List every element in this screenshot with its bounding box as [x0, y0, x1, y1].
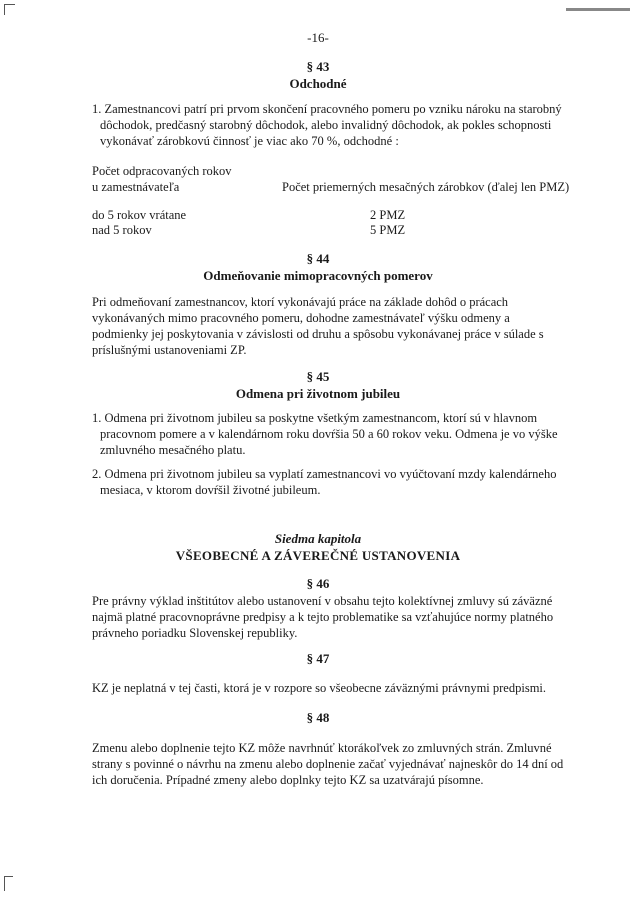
- section-number: § 47: [306, 651, 330, 666]
- table-row-amount: 5 PMZ: [370, 223, 406, 237]
- section-47-heading: [0, 650, 636, 667]
- chapter-title: VŠEOBECNÉ A ZÁVEREČNÉ USTANOVENIA: [175, 548, 461, 563]
- section-43-paragraph-1: [92, 101, 562, 149]
- paragraph-line: najmä platné pracovnoprávne predpisy a k tejto problematike sa vzťahujúce normy platného: [92, 610, 554, 624]
- section-48-heading: [0, 709, 636, 726]
- section-number: § 45: [306, 369, 330, 384]
- paragraph-line: Pri odmeňovaní zamestnancov, ktorí vykonávajú práce na základe dohôd o prácach: [92, 295, 509, 309]
- section-43-heading: [0, 58, 636, 92]
- table-row-years: nad 5 rokov: [92, 223, 152, 237]
- table-row-years: do 5 rokov vrátane: [92, 208, 187, 222]
- section-title: Odmeňovanie mimopracovných pomerov: [203, 268, 433, 283]
- paragraph-line: KZ je neplatná v tej časti, ktorá je v rozpore so všeobecne záväznými právnymi predpismi.: [92, 681, 547, 695]
- paragraph-line: vykonávaných mimo pracovného pomeru, dohodne zamestnávateľ výšku odmeny a: [92, 311, 510, 325]
- paragraph-line: ich doručenia. Prípadné zmeny alebo doplnky tejto KZ sa uzatvárajú písomne.: [92, 773, 484, 787]
- paragraph-line: dôchodok, predčasný starobný dôchodok, alebo invalidný dôchodok, ak pokles schopnosti: [100, 118, 552, 132]
- table-row-amount: 2 PMZ: [370, 208, 406, 222]
- chapter-heading: [0, 530, 636, 564]
- paragraph-line: príslušnými ustanoveniami ZP.: [92, 343, 247, 357]
- table-header-line: Počet odpracovaných rokov: [92, 164, 232, 178]
- paragraph-line: 1. Zamestnancovi patrí pri prvom skončení pracovného pomeru po vzniku nároku na starobný: [92, 102, 562, 116]
- section-45-paragraph-1: [92, 410, 558, 458]
- section-45-heading: [0, 368, 636, 402]
- paragraph-line: podmienky jej poskytovania v závislosti od druhu a spôsobu vykonávanej práce v súlade s: [92, 327, 544, 341]
- chapter-label: Siedma kapitola: [274, 531, 362, 546]
- scan-corner-mark: [4, 4, 15, 15]
- paragraph-line: právneho poriadku Slovenskej republiky.: [92, 626, 298, 640]
- page-number: -16-: [307, 30, 329, 45]
- scan-corner-mark: [4, 876, 13, 891]
- paragraph-line: 1. Odmena pri životnom jubileu sa poskytne všetkým zamestnancom, ktorí sú v hlavnom: [92, 411, 538, 425]
- section-title: Odchodné: [289, 76, 347, 91]
- section-44-heading: [0, 250, 636, 284]
- paragraph-line: pracovnom pomere a v kalendárnom roku dovŕšia 50 a 60 rokov veku. Odmena je vo výške: [100, 427, 558, 441]
- section-number: § 46: [306, 576, 330, 591]
- section-44-paragraph: [92, 294, 552, 358]
- section-number: § 44: [306, 251, 330, 266]
- paragraph-line: 2. Odmena pri životnom jubileu sa vyplatí zamestnancovi vo vyúčtovaní mzdy kalendárneho: [92, 467, 557, 481]
- table-column-2-header: Počet priemerných mesačných zárobkov (ďalej len PMZ): [282, 180, 570, 194]
- scan-edge-mark: [566, 8, 630, 11]
- paragraph-line: Zmenu alebo doplnenie tejto KZ môže navrhnúť ktorákoľvek zo zmluvných strán. Zmluvné: [92, 741, 552, 755]
- paragraph-line: Pre právny výklad inštitútov alebo ustanovení v obsahu tejto kolektívnej zmluvy sú záväzné: [92, 594, 553, 608]
- paragraph-line: zmluvného mesačného platu.: [100, 443, 246, 457]
- section-number: § 43: [306, 59, 330, 74]
- section-title: Odmena pri životnom jubileu: [235, 386, 401, 401]
- section-47-paragraph: [92, 680, 552, 696]
- paragraph-line: strany s povinné o návrhu na zmenu alebo doplnenie začať vyjednávať najneskôr do 14 dní od: [92, 757, 564, 771]
- paragraph-line: mesiaca, v ktorom dovŕšil životné jubileum.: [100, 483, 321, 497]
- paragraph-line: vykonávať zárobkovú činnosť je viac ako 70 %, odchodné :: [100, 134, 399, 148]
- table-header-line: u zamestnávateľa: [92, 180, 180, 194]
- section-45-paragraph-2: [92, 466, 557, 498]
- table-column-1-header: [92, 163, 232, 195]
- section-46-paragraph: [92, 593, 552, 641]
- section-48-paragraph: [92, 740, 564, 788]
- section-number: § 48: [306, 710, 330, 725]
- section-46-heading: [0, 575, 636, 592]
